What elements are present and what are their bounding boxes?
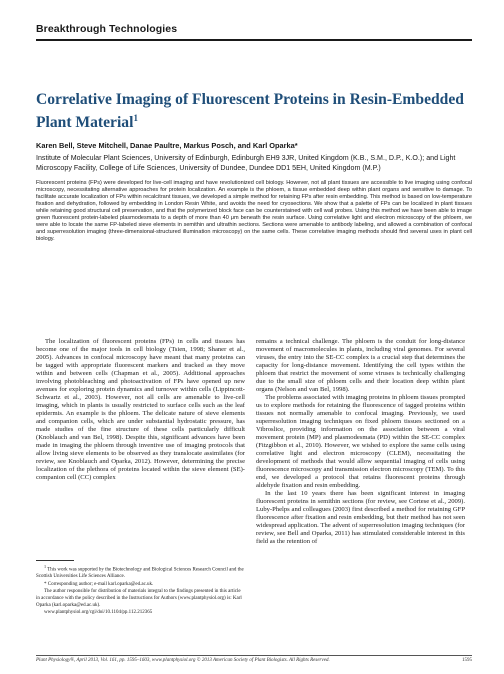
footnote-corresponding: * Corresponding author; e-mail karl.oparka@ed.ac.uk. — [44, 581, 154, 587]
body-paragraph: remains a technical challenge. The phloem is the conduit for long-distance movement of macromolecules in plants, including viral genomes. For several viruses, the entry into the SE-CC complex is a crucial step that determines the capacity for long-distance movement. Identifying the cell types within the phloem that restrict the movement of some viruses is technically challenging due to the small size of phloem cells and their location deep within plant organs (Nelson and van Bel, 1998). — [256, 338, 465, 393]
page-number: 1595 — [462, 658, 472, 663]
journal-citation: Plant Physiology®, April 2013, Vol. 161, pp. 1595–1603, www.plantphysiol.org © 2013 American Society of Plant Biologists. All Rights Reserved. — [36, 658, 330, 663]
body-column-left — [36, 338, 245, 482]
abstract: Fluorescent proteins (FPs) were developed for live-cell imaging and have revolutionized cell biology. However, not all plant tissues are accessible to live imaging using confocal microscopy, necessitating alternative approaches for protein localization. An example is the phloem, a tissue embedded deep within plant organs and sensitive to damage. To facilitate accurate localization of FPs within recalcitrant tissues, we developed a simple method for retaining FPs after resin embedding. This method is based on low-temperature fixation and dehydration, followed by embedding in London Resin White, and avoids the need for cryosections. We show that a palette of FPs can be localized in plant tissues while retaining good structural cell preservation, and that the polymerized block face can be counterstained with cell wall probes. Using this method we have been able to image green fluorescent protein-labeled plasmodesmata to a depth of more than 40 μm beneath the resin surface. Using correlative light and electron microscopy of the phloem, we were able to locate the same FP-labeled sieve elements in semithin and ultrathin sections. Sections were amenable to antibody labeling, and allowed a combination of confocal and superresolution imaging (three-dimensional-structured illumination microscopy) on the same cells. These correlative imaging methods should find several uses in plant cell biology. — [36, 180, 472, 243]
article-title — [36, 90, 476, 132]
footnote-rule — [36, 560, 74, 561]
page-footer — [36, 658, 472, 663]
body-paragraph: In the last 10 years there has been significant interest in imaging fluorescent proteins in semithin sections (for review, see Cortese et al., 2009). Luby-Phelps and colleagues (2003) first described a method for retaining GFP fluorescence after fixation and resin embedding, but their method has not seen widespread application. The advent of superresolution imaging techniques (for review, see Bell and Oparka, 2011) has stimulated considerable interest in this field as the retention of — [256, 490, 465, 545]
title-footnote-marker: 1 — [133, 113, 138, 123]
footer-rule — [36, 655, 472, 656]
article-title-text: Correlative Imaging of Fluorescent Proteins in Resin-Embedded Plant Material — [36, 91, 464, 132]
footnote-funding — [36, 564, 245, 581]
author-list: Karen Bell, Steve Mitchell, Danae Paultre, Markus Posch, and Karl Oparka* — [36, 141, 298, 150]
doi-link[interactable]: www.plantphysiol.org/cgi/doi/10.1104/pp.112.212365 — [44, 610, 153, 616]
body-column-right — [256, 338, 465, 546]
header-rule — [36, 39, 472, 41]
footnote-funding-text: This work was supported by the Biotechnology and Biological Sciences Research Council and the Scottish Universities Life Sciences Alliance. — [36, 567, 244, 580]
footnote-responsible: The author responsible for distribution of materials integral to the findings presented in this article in accordance with the policy described in the Instructions for Authors (www.plantphysiol.org) is: Karl Oparka (karl.oparka@ed.ac.uk). — [36, 589, 242, 608]
body-paragraph: The localization of fluorescent proteins (FPs) in cells and tissues has become one of the major tools in cell biology (Tsien, 1998; Shaner et al., 2005). Advances in confocal microscopy have meant that many proteins can be tagged with appropriate fluorescent markers and tracked as they move within and between cells (Chapman et al., 2005). Additional approaches involving photobleaching and photoactivation of FPs have opened up new avenues for exploring protein dynamics and turnover within cells (Lippincott-Schwartz et al., 2003). However, not all cells are amenable to live-cell imaging, which in plants is usually restricted to surface cells such as the leaf epidermis. An example is the phloem. The delicate nature of sieve elements and companion cells, which are under substantial hydrostatic pressure, has made studies of the fine structure of these cells particularly difficult (Knoblauch and van Bel, 1998). Despite this, significant advances have been made in imaging the phloem through inventive use of imaging protocols that allow living sieve elements to be observed as they translocate assimilates (for review, see Knoblauch and Oparka, 2012). However, determining the precise localization of the plethora of proteins located within the sieve element (SE)-companion cell (CC) complex — [36, 338, 245, 481]
footnote-marker: 1 — [44, 564, 47, 569]
footnotes — [36, 564, 245, 618]
body-paragraph: The problems associated with imaging proteins in phloem tissues prompted us to explore methods for retaining the fluorescence of tagged proteins within tissues not normally amenable to confocal imaging. Previously, we used superresolution imaging techniques on fixed phloem tissues sectioned on a Vibroslice, providing information on the association between a viral movement protein (MP) and plasmodesmata (PD) within the SE-CC complex (Fitzgibbon et al., 2010). However, we wished to explore the same cells using correlative light and electron microscopy (CLEM), necessitating the development of methods that would allow sequential imaging of cells using fluorescence microscopy and transmission electron microscopy (TEM). To this end, we developed a protocol that retains fluorescent proteins through aldehyde fixation and resin embedding. — [256, 394, 465, 489]
section-label: Breakthrough Technologies — [36, 23, 178, 35]
affiliations: Institute of Molecular Plant Sciences, University of Edinburgh, Edinburgh EH9 3JR, United Kingdom (K.B., S.M., D.P., K.O.); and Light Microscopy Facility, College of Life Sciences, University of Dundee, Dundee DD1 5EH, United Kingdom (M.P.) — [36, 154, 456, 173]
